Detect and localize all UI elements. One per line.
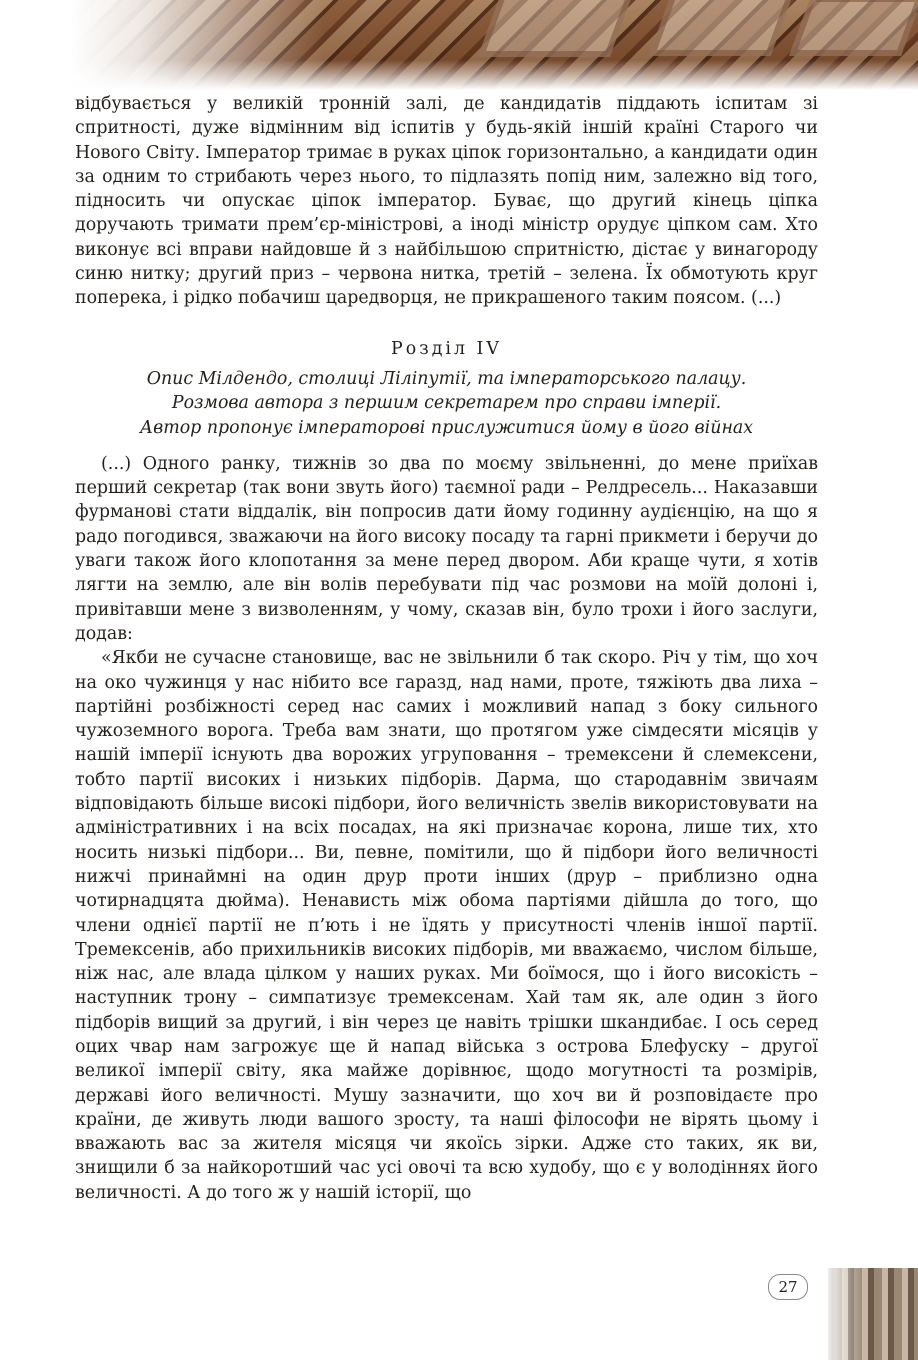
ceiling-coffer <box>649 0 794 56</box>
chapter-subtitle <box>75 367 818 440</box>
ceiling-coffer <box>478 0 634 57</box>
paragraph: (...) Одного ранку, тижнів зо два по моєму звільненні, до мене приїхав перший секретар (так вони звуть його) таємної ради – Релдресель... Наказавши фурманові стати віддалік, він попросив дати йому годинну аудієнцію, на що я радо погодився, зважаючи на його високу посаду та гарні прикмети і беручи до уваги також його клопотання за мене перед двором. Аби краще чути, я хотів лягти на землю, але він волів перебувати під час розмови на моїй долоні і, привітавши мене з визволенням, у чому, сказав він, було трохи і його заслуги, додав: <box>75 453 818 644</box>
paragraph: «Якби не сучасне становище, вас не звільнили б так скоро. Річ у тім, що хоч на око чужинця у нас нібито все гаразд, над нами, проте, тяжіють два лиха – партійні розбіжності серед нас самих і можливий напад з боку сильного чужоземного ворога. Треба вам знати, що протягом уже сімдесяти місяців у нашій імперії існують два ворожих угруповання – тремексени й слемексени, тобто партії високих і низьких підборів. Дарма, що стародавнім звичаям відповідають більше високі підбори, його величність звелів використовувати на адміністративних і на всіх посадах, на які призначає корона, лише тих, хто носить низькі підбори... Ви, певне, помітили, що й підбори його величності нижчі принаймні на один друр проти інших (друр – приблизно одна чотирнадцята дюйма). Ненависть між обома партіями дійшла до того, що члени однієї партії не п’ють і не їдять у присутності членів іншої партії. Тремексенів, або прихильників високих підборів, ми вважаємо, числом більше, ніж нас, але влада цілком у наших руках. Ми боїмося, що і його високість – наступник трону – симпатизує тремексенам. Хай там як, але один з його підборів вищий за другий, і він через це навіть трішки шкандибає. І ось серед оцих чвар нам загрожує ще й напад війська з острова Блефуску – другої великої імперії світу, яка майже дорівнює, щодо могутності та розмірів, державі його величності. Мушу зазначити, що хоч ви й розповідаєте про країни, де живуть люди вашого зросту, та наші філософи не вірять цьому і вважають вас за жителя місяця чи якоїсь зірки. Адже сто таких, як ви, знищили б за найкоротший час усі овочі та всю худобу, що є у володіннях його величності. А до того ж у нашій історії, що <box>75 648 818 1203</box>
chapter-subtitle-line: Опис Мілдендо, столиці Ліліпутії, та імператорського палацу. <box>146 368 747 389</box>
chapter-title: Розділ IV <box>391 338 502 359</box>
chapter-subtitle-line: Розмова автора з першим секретарем про справи імперії. <box>171 393 722 414</box>
corner-decoration-image <box>828 1268 918 1360</box>
paragraph: відбувається у великій тронній залі, де кандидатів піддають іспитам зі спритності, дуже відмінним від іспитів у будь-якій іншій країні Старого чи Нового Світу. Імператор тримає в руках ціпок горизонтально, а кандидати один за одним то стрибають через нього, то підлазять попід ним, залежно від того, підносить чи опускає ціпок імператор. Буває, що другий кінець ціпка доручають тримати прем’єр-міністрові, а іноді міністр орудує ціпком сам. Хто виконує всі вправи найдовше й з найбільшою спритністю, дістає у винагороду синю нитку; другий приз – червона нитка, третій – зелена. Їх обмотують круг поперека, і рідко побачиш царедворця, не прикрашеного таким поясом. (...) <box>75 94 818 309</box>
chapter-subtitle-line: Автор пропонує імператорові прислужитися йому в його війнах <box>139 417 754 438</box>
header-ceiling-image <box>70 0 918 90</box>
page-number: 27 <box>768 1274 808 1300</box>
ceiling-coffer <box>789 0 918 56</box>
main-text <box>75 92 818 1205</box>
